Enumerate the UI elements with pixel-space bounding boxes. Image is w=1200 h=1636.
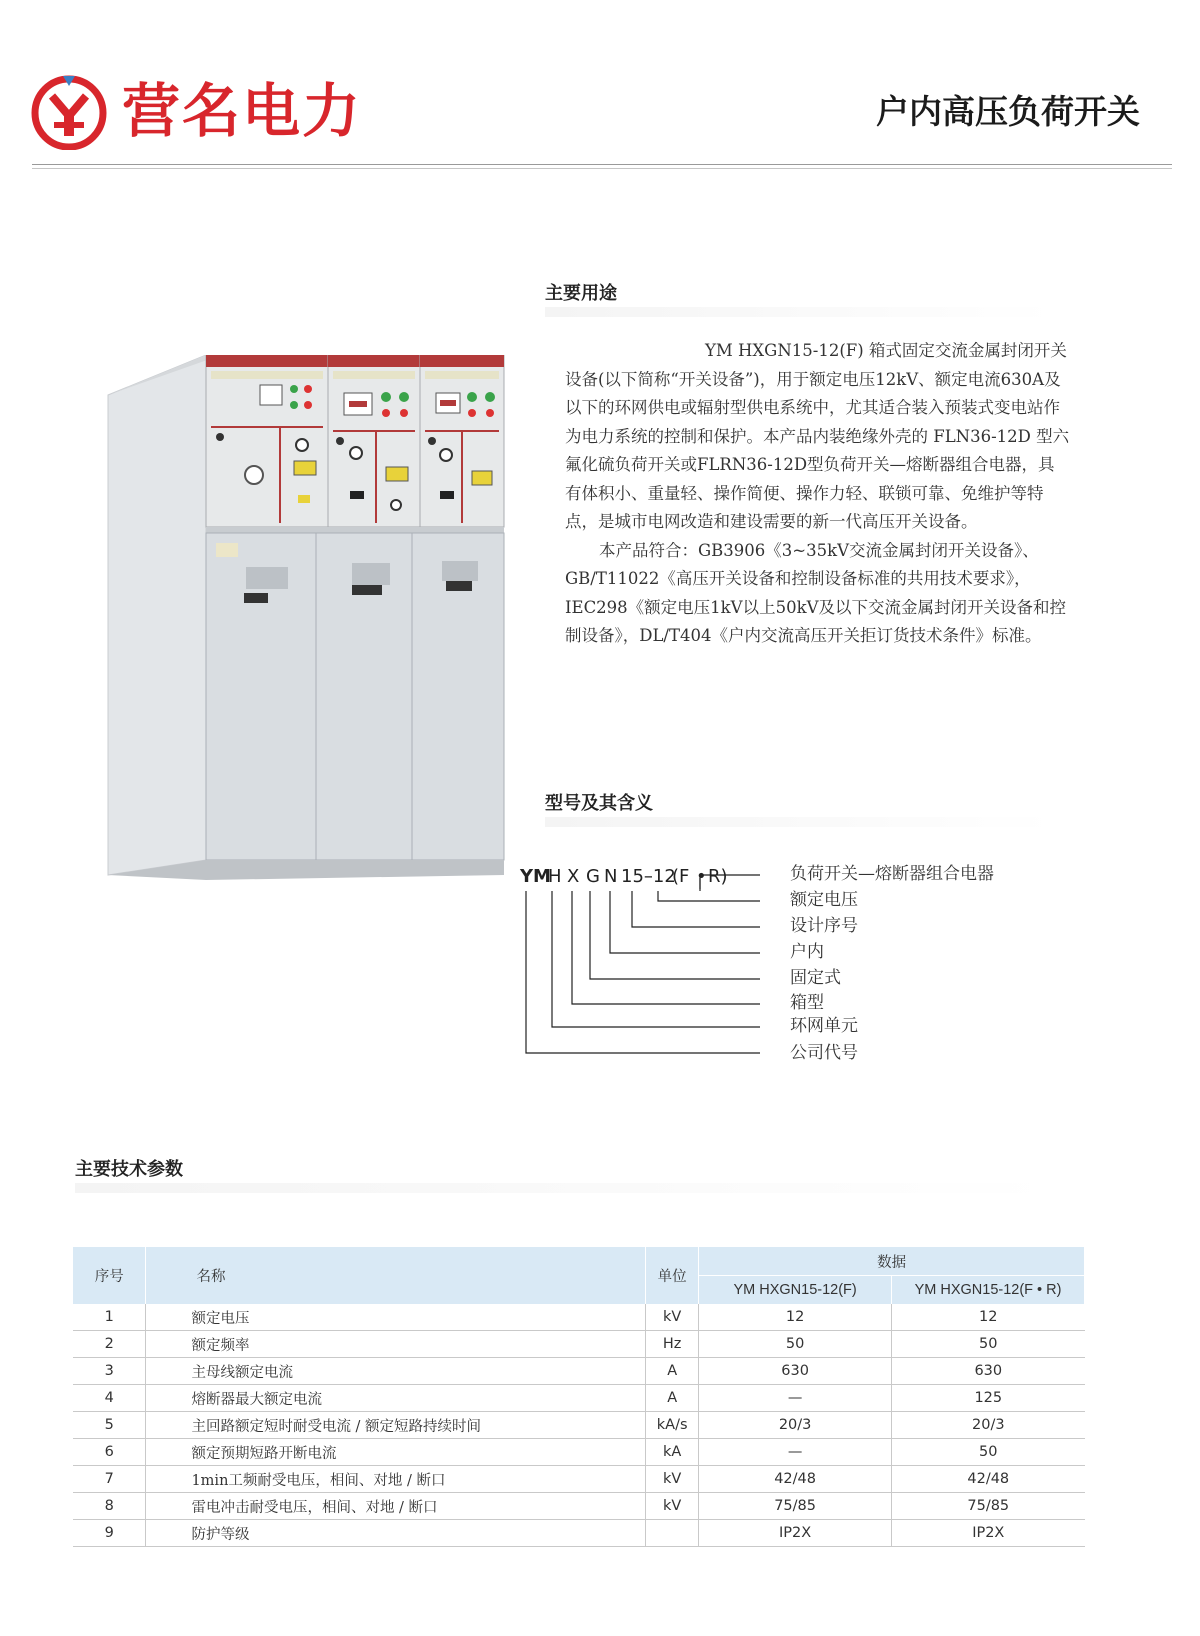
instrument-panel-3 xyxy=(420,355,504,527)
row-value-model-2: 12 xyxy=(892,1304,1085,1331)
row-value-model-2: 42/48 xyxy=(892,1466,1085,1493)
meaning-company-code: 公司代号 xyxy=(790,1043,858,1063)
row-name: 主母线额定电流 xyxy=(146,1358,646,1385)
row-unit: kV xyxy=(646,1466,699,1493)
params-title-band xyxy=(75,1183,1055,1193)
row-value-model-2: 50 xyxy=(892,1439,1085,1466)
meaning-rated-voltage: 额定电压 xyxy=(790,890,858,910)
model-code-ym: YM xyxy=(520,866,551,887)
table-row xyxy=(73,1520,1085,1547)
row-unit: Hz xyxy=(646,1331,699,1358)
row-name: 防护等级 xyxy=(146,1520,646,1547)
row-name: 1min工频耐受电压，相间、对地 / 断口 xyxy=(146,1466,646,1493)
row-value-model-2: IP2X xyxy=(892,1520,1085,1547)
row-name: 额定频率 xyxy=(146,1331,646,1358)
row-unit: kV xyxy=(646,1493,699,1520)
row-unit: A xyxy=(646,1385,699,1412)
row-unit: kA/s xyxy=(646,1412,699,1439)
row-value-model-1: 20/3 xyxy=(699,1412,892,1439)
row-name: 额定预期短路开断电流 xyxy=(146,1439,646,1466)
row-name: 熔断器最大额定电流 xyxy=(146,1385,646,1412)
brand-name: 营名电力 xyxy=(122,77,363,145)
company-logo-icon xyxy=(30,72,108,150)
row-value-model-2: 50 xyxy=(892,1331,1085,1358)
row-value-model-2: 20/3 xyxy=(892,1412,1085,1439)
model-connector-lines xyxy=(520,865,780,1105)
model-code-dot: • xyxy=(696,866,707,887)
row-index: 2 xyxy=(73,1331,146,1358)
header-model-1: YM HXGN15-12(F) xyxy=(699,1276,892,1305)
row-index: 6 xyxy=(73,1439,146,1466)
row-unit: A xyxy=(646,1358,699,1385)
header-name: 名称 xyxy=(146,1247,646,1304)
model-title-band xyxy=(545,817,1055,827)
table-row xyxy=(73,1439,1085,1466)
header-divider xyxy=(32,164,1172,165)
model-code-n: N xyxy=(604,866,618,887)
row-unit: kA xyxy=(646,1439,699,1466)
table-row xyxy=(73,1466,1085,1493)
row-index: 9 xyxy=(73,1520,146,1547)
table-row xyxy=(73,1412,1085,1439)
model-code-g: G xyxy=(586,866,600,887)
table-row xyxy=(73,1331,1085,1358)
row-index: 5 xyxy=(73,1412,146,1439)
meaning-fixed: 固定式 xyxy=(790,968,841,988)
model-code-h: H xyxy=(548,866,562,887)
model-code-x: X xyxy=(567,866,580,887)
row-value-model-1: — xyxy=(699,1385,892,1412)
instrument-panel-1 xyxy=(206,355,328,527)
row-value-model-1: 630 xyxy=(699,1358,892,1385)
row-unit xyxy=(646,1520,699,1547)
cabinet-door-3 xyxy=(412,533,504,860)
row-value-model-2: 75/85 xyxy=(892,1493,1085,1520)
meaning-design-number: 设计序号 xyxy=(790,916,858,936)
row-index: 7 xyxy=(73,1466,146,1493)
row-index: 3 xyxy=(73,1358,146,1385)
params-section-title: 主要技术参数 xyxy=(75,1159,183,1180)
row-name: 额定电压 xyxy=(146,1304,646,1331)
switchgear-cabinet-photo xyxy=(100,355,530,915)
page-header xyxy=(0,0,1200,170)
row-value-model-2: 125 xyxy=(892,1385,1085,1412)
model-code-f: (F xyxy=(672,866,690,887)
cabinet-door-1 xyxy=(206,533,316,860)
usage-description xyxy=(565,337,1070,651)
table-row xyxy=(73,1358,1085,1385)
row-name: 主回路额定短时耐受电流 / 额定短路持续时间 xyxy=(146,1412,646,1439)
table-row xyxy=(73,1385,1085,1412)
header-index: 序号 xyxy=(73,1247,146,1304)
row-index: 8 xyxy=(73,1493,146,1520)
row-value-model-1: 50 xyxy=(699,1331,892,1358)
row-value-model-2: 630 xyxy=(892,1358,1085,1385)
header-model-2: YM HXGN15-12(F • R) xyxy=(892,1276,1085,1305)
table-row xyxy=(73,1304,1085,1331)
row-unit: kV xyxy=(646,1304,699,1331)
usage-section-title: 主要用途 xyxy=(545,283,617,304)
model-code-r: R) xyxy=(708,866,728,887)
row-index: 4 xyxy=(73,1385,146,1412)
meaning-indoor: 户内 xyxy=(790,942,824,962)
row-value-model-1: 75/85 xyxy=(699,1493,892,1520)
row-name: 雷电冲击耐受电压，相间、对地 / 断口 xyxy=(146,1493,646,1520)
parameters-body xyxy=(73,1304,1085,1547)
page-title: 户内高压负荷开关 xyxy=(876,92,1140,131)
row-index: 1 xyxy=(73,1304,146,1331)
usage-paragraph-2: 本产品符合：GB3906《3~35kV交流金属封闭开关设备》、GB/T11022《高压开关设备和控制设备标准的共用技术要求》，IEC298《额定电压1kV以上50kV及以下交流金属封闭开关设备和控制设备》，DL/T404《户内交流高压开关拒订货技术条件》标准。 xyxy=(565,540,1067,645)
model-section-title: 型号及其含义 xyxy=(545,793,653,814)
row-value-model-1: 42/48 xyxy=(699,1466,892,1493)
row-value-model-1: IP2X xyxy=(699,1520,892,1547)
header-data: 数据 xyxy=(699,1247,1085,1276)
row-value-model-1: 12 xyxy=(699,1304,892,1331)
model-code-number: 15–12 xyxy=(621,866,676,887)
usage-paragraph-1: YM HXGN15-12(F) 箱式固定交流金属封闭开关设备(以下简称“开关设备”)，用于额定电压12kV、额定电流630A及以下的环网供电或辐射型供电系统中，尤其适合装入预装式变电站作为电力系统的控制和保护。本产品内装绝缘外壳的 FLN36-12D 型六氟化硫负荷开关或FLRN36-12D型负荷开关—熔断器组合电器，具有体积小、重量轻、操作简便、操作力轻、联锁可靠、免维护等特点，是城市电网改造和建设需要的新一代高压开关设备。 xyxy=(565,341,1070,531)
table-row xyxy=(73,1493,1085,1520)
header-unit: 单位 xyxy=(646,1247,699,1304)
meaning-box-type: 箱型 xyxy=(790,993,824,1013)
model-code-diagram xyxy=(520,865,1060,1105)
header-divider-secondary xyxy=(32,168,1172,169)
row-value-model-1: — xyxy=(699,1439,892,1466)
meaning-ring-unit: 环网单元 xyxy=(790,1016,858,1036)
parameters-table xyxy=(73,1247,1085,1547)
cabinet-door-2 xyxy=(316,533,412,860)
instrument-panel-2 xyxy=(328,355,420,527)
meaning-combination: 负荷开关—熔断器组合电器 xyxy=(790,864,994,884)
usage-title-band xyxy=(545,307,1055,317)
